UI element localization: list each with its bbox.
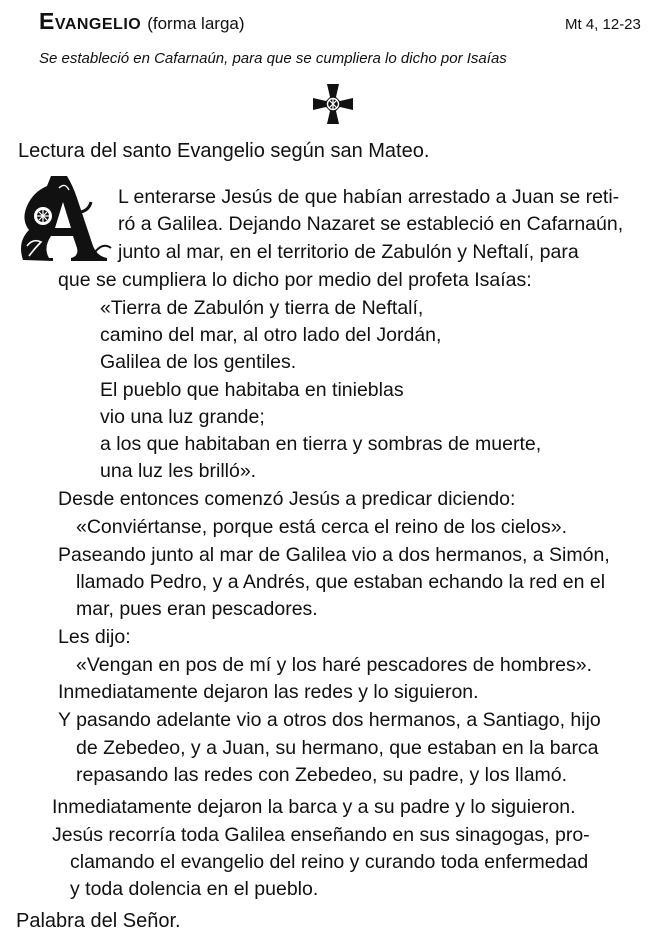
text-line: llamado Pedro, y a Andrés, que estaban echando la red en el bbox=[76, 571, 606, 593]
verse-line: Galilea de los gentiles. bbox=[100, 351, 297, 373]
scripture-reference: Mt 4, 12-23 bbox=[565, 16, 641, 33]
section-title bbox=[39, 8, 245, 35]
drop-cap-letter: A bbox=[63, 212, 64, 213]
text-line: Desde entonces comenzó Jesús a predicar diciendo: bbox=[58, 488, 516, 510]
text-line: Y pasando adelante vio a otros dos hermanos, a Santiago, hijo bbox=[58, 709, 601, 731]
verse-line: una luz les brilló». bbox=[100, 460, 257, 482]
text-line: Inmediatamente dejaron las redes y lo siguieron. bbox=[58, 681, 479, 703]
section-title-note: (forma larga) bbox=[147, 14, 245, 33]
text-line: Inmediatamente dejaron la barca y a su padre y lo siguieron. bbox=[52, 796, 576, 818]
section-title-text: Evangelio bbox=[39, 8, 142, 34]
verse-line: El pueblo que habitaba en tinieblas bbox=[100, 379, 404, 401]
text-line: mar, pues eran pescadores. bbox=[76, 598, 318, 620]
text-line: «Conviértanse, porque está cerca el reino de los cielos». bbox=[76, 516, 568, 538]
text-line: repasando las redes con Zebedeo, su padre, y los llamó. bbox=[76, 764, 568, 786]
illuminated-initial bbox=[15, 172, 119, 262]
text-line: junto al mar, en el territorio de Zabulón y Neftalí, para bbox=[118, 241, 579, 263]
text-line: Les dijo: bbox=[58, 626, 131, 648]
verse-line: «Tierra de Zabulón y tierra de Neftalí, bbox=[100, 297, 424, 319]
verse-line: vio una luz grande; bbox=[100, 406, 265, 428]
closing-acclamation: Palabra del Señor. bbox=[16, 910, 181, 932]
verse-line: camino del mar, al otro lado del Jordán, bbox=[100, 324, 442, 346]
text-line: «Vengan en pos de mí y los haré pescadores de hombres». bbox=[76, 654, 592, 676]
cross-icon bbox=[309, 80, 357, 128]
verse-line: a los que habitaban en tierra y sombras de muerte, bbox=[100, 433, 542, 455]
reading-introduction: Lectura del santo Evangelio según san Mateo. bbox=[18, 140, 430, 162]
text-line: Paseando junto al mar de Galilea vio a dos hermanos, a Simón, bbox=[58, 544, 610, 566]
text-line: Jesús recorría toda Galilea enseñando en sus sinagogas, pro- bbox=[52, 824, 590, 846]
text-line: que se cumpliera lo dicho por medio del profeta Isaías: bbox=[58, 269, 532, 291]
text-line: L enterarse Jesús de que habían arrestado a Juan se reti- bbox=[118, 186, 620, 208]
text-line: de Zebedeo, y a Juan, su hermano, que estaban en la barca bbox=[76, 737, 599, 759]
text-line: y toda dolencia en el pueblo. bbox=[70, 878, 319, 900]
reading-subtitle: Se estableció en Cafarnaún, para que se cumpliera lo dicho por Isaías bbox=[39, 50, 507, 67]
text-line: clamando el evangelio del reino y curando toda enfermedad bbox=[70, 851, 589, 873]
text-line: ró a Galilea. Dejando Nazaret se estableció en Cafarnaún, bbox=[118, 213, 624, 235]
